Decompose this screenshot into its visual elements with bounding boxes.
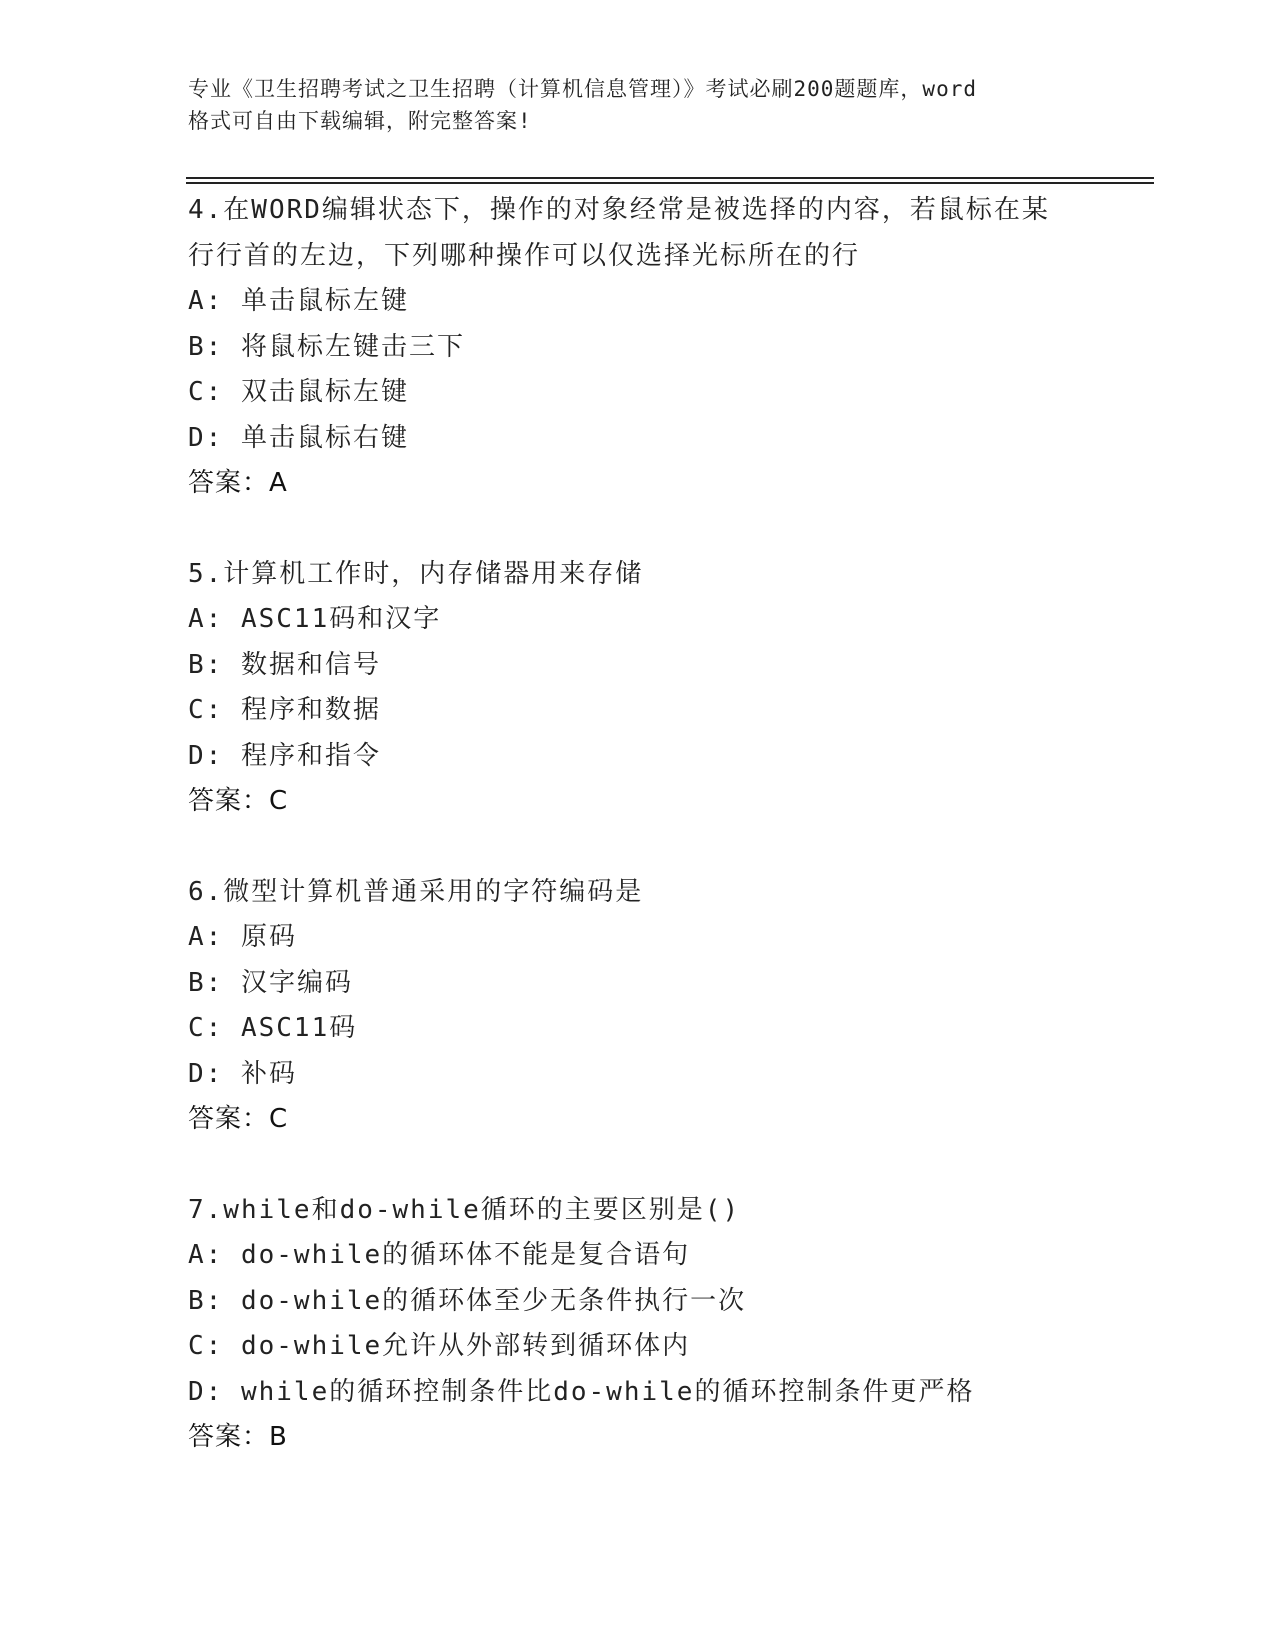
option-d: D: while的循环控制条件比do-while的循环控制条件更严格	[188, 1376, 975, 1407]
question-4	[188, 188, 1158, 507]
question-list	[188, 188, 1158, 1506]
option-b: B: do-while的循环体至少无条件执行一次	[188, 1285, 747, 1316]
option-c: C: ASC11码	[188, 1013, 358, 1043]
question-7	[188, 1188, 1158, 1461]
header-line-2: 格式可自由下载编辑，附完整答案!	[188, 109, 532, 133]
question-stem: 7.while和do-while循环的主要区别是()	[188, 1194, 741, 1225]
answer-line: 答案：B	[188, 1422, 288, 1452]
question-stem-continued: 行行首的左边，下列哪种操作可以仅选择光标所在的行	[188, 240, 861, 271]
option-d: D: 程序和指令	[188, 740, 381, 771]
header-line-1: 专业《卫生招聘考试之卫生招聘（计算机信息管理）》考试必刷200题题库，word	[188, 77, 977, 101]
option-a: A: 单击鼠标左键	[188, 286, 409, 316]
header-divider-bottom	[186, 182, 1154, 184]
header-divider-top	[186, 177, 1154, 179]
question-6	[188, 870, 1158, 1143]
answer-line: 答案：C	[188, 786, 289, 816]
option-d: D: 单击鼠标右键	[188, 422, 409, 453]
option-a: A: 原码	[188, 922, 297, 952]
option-b: B: 将鼠标左键击三下	[188, 331, 465, 362]
document-header	[188, 73, 1088, 137]
option-c: C: do-while允许从外部转到循环体内	[188, 1331, 691, 1361]
option-a: A: ASC11码和汉字	[188, 604, 442, 634]
answer-line: 答案：C	[188, 1104, 289, 1134]
question-stem: 6.微型计算机普通采用的字符编码是	[188, 876, 644, 907]
option-d: D: 补码	[188, 1058, 297, 1089]
option-c: C: 程序和数据	[188, 695, 381, 725]
question-5	[188, 552, 1158, 825]
option-b: B: 数据和信号	[188, 649, 381, 680]
answer-line: 答案：A	[188, 468, 288, 498]
question-stem: 5.计算机工作时，内存储器用来存储	[188, 558, 644, 589]
option-c: C: 双击鼠标左键	[188, 377, 409, 407]
option-a: A: do-while的循环体不能是复合语句	[188, 1240, 691, 1270]
question-stem: 4.在WORD编辑状态下，操作的对象经常是被选择的内容，若鼠标在某	[188, 195, 1050, 225]
option-b: B: 汉字编码	[188, 967, 353, 998]
